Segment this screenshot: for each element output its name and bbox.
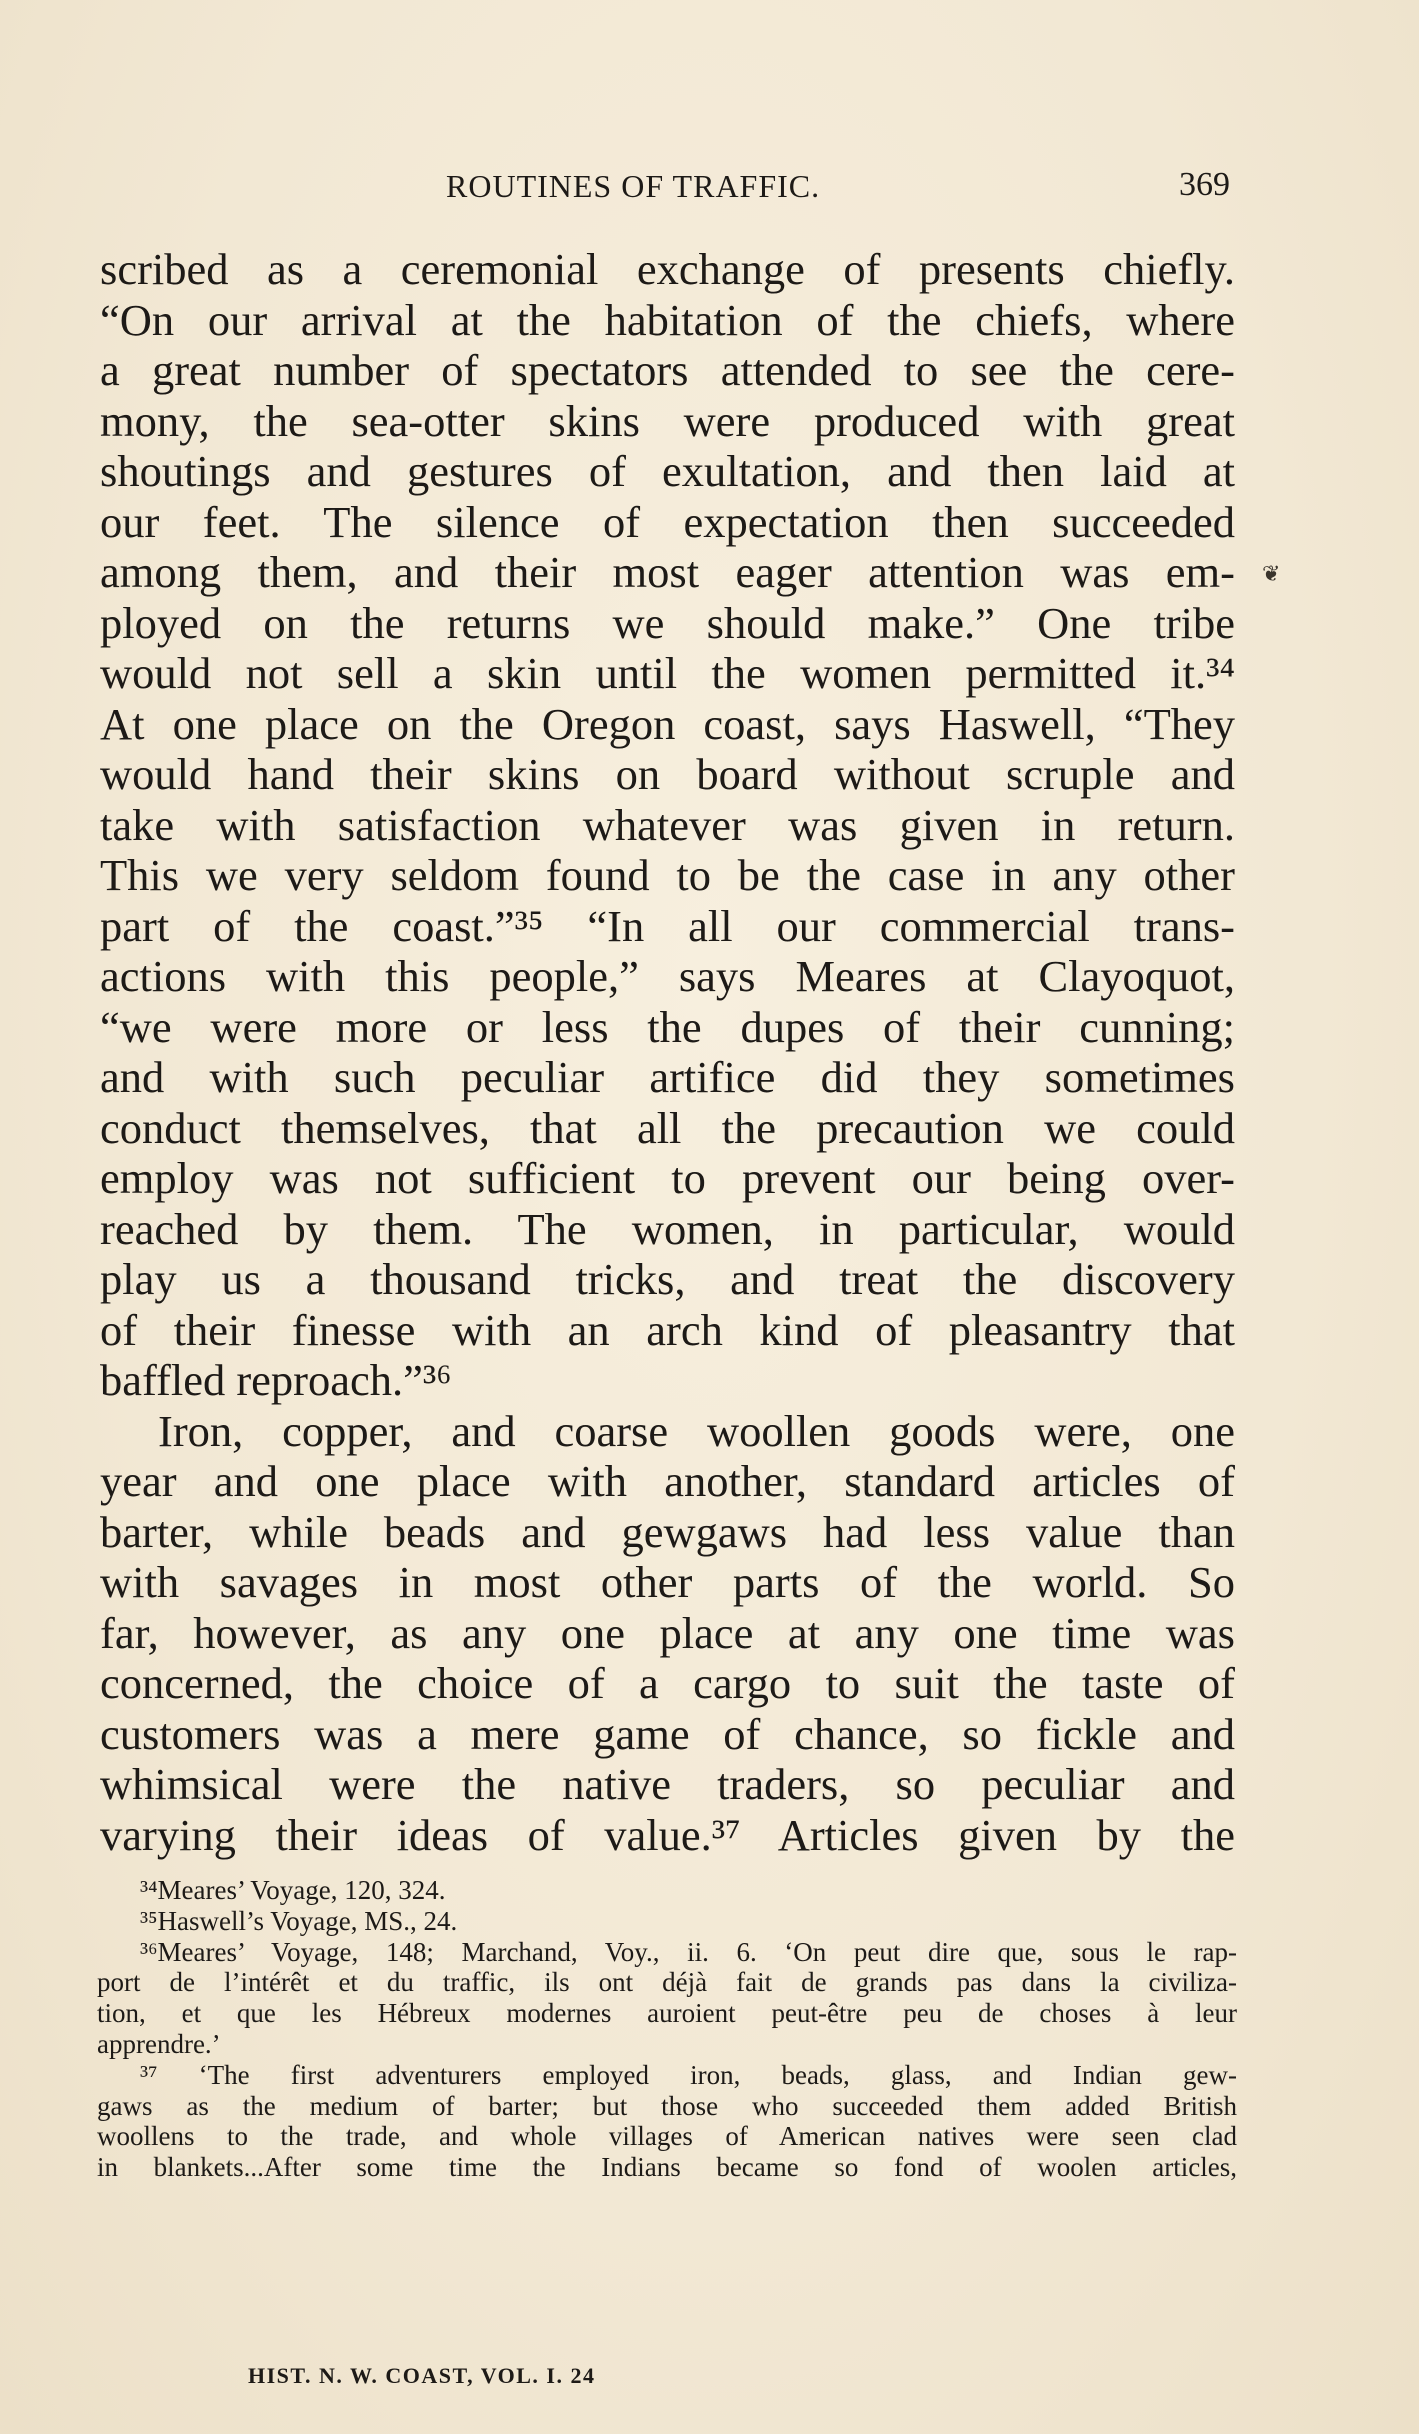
body-line: This we very seldom found to be the case in any other <box>100 850 1235 900</box>
body-line: take with satisfaction whatever was given in return. <box>100 799 1235 850</box>
footnote-line: ³⁵Haswell’s Voyage, MS., 24. <box>140 1905 458 1936</box>
body-line: a great number of spectators attended to see the cere- <box>100 345 1235 395</box>
body-line: ployed on the returns we should make.” One tribe <box>100 597 1235 648</box>
body-line: concerned, the choice of a cargo to suit the taste of <box>100 1658 1235 1708</box>
body-line: far, however, as any one place at any one time was <box>100 1607 1235 1658</box>
footnotes <box>97 1875 1237 2183</box>
footnote-line: ³⁶Meares’ Voyage, 148; Marchand, Voy., ii. 6. ‘On peut dire que, sous le rap- <box>140 1936 1237 1967</box>
body-text <box>100 244 1235 1860</box>
body-line: reached by them. The women, in particular, would <box>100 1203 1235 1254</box>
footnote-line: port de l’intérêt et du traffic, ils ont déjà fait de grands pas dans la civiliza- <box>97 1967 1237 1998</box>
body-line: “On our arrival at the habitation of the chiefs, where <box>100 294 1235 345</box>
page-number: 369 <box>1179 166 1230 203</box>
body-line: among them, and their most eager attention was em- <box>100 547 1235 597</box>
footnote-line: apprendre.’ <box>97 2028 221 2059</box>
body-line: mony, the sea-otter skins were produced with great <box>100 395 1235 446</box>
body-line: baffled reproach.”³⁶ <box>100 1355 452 1405</box>
body-line: scribed as a ceremonial exchange of presents chiefly. <box>100 244 1235 294</box>
body-line: year and one place with another, standard articles of <box>100 1456 1235 1506</box>
body-line: customers was a mere game of chance, so fickle and <box>100 1708 1235 1759</box>
signature-mark: HIST. N. W. COAST, VOL. I. 24 <box>248 2363 596 2388</box>
body-line: part of the coast.”³⁵ “In all our commercial trans- <box>100 900 1235 951</box>
body-line: varying their ideas of value.³⁷ Articles given by the <box>100 1809 1235 1860</box>
body-line: whimsical were the native traders, so peculiar and <box>100 1759 1235 1809</box>
body-line: barter, while beads and gewgaws had less value than <box>100 1506 1235 1557</box>
footnote-line: ³⁴Meares’ Voyage, 120, 324. <box>140 1875 446 1905</box>
body-line: At one place on the Oregon coast, says Haswell, “They <box>100 698 1235 749</box>
body-line: our feet. The silence of expectation then succeeded <box>100 496 1235 547</box>
body-line: “we were more or less the dupes of their cunning; <box>100 1001 1235 1052</box>
body-line: would not sell a skin until the women permitted it.³⁴ <box>100 648 1235 698</box>
body-line: with savages in most other parts of the world. So <box>100 1557 1235 1607</box>
footnote-line: woollens to the trade, and whole villages of American natives were seen clad <box>97 2121 1237 2152</box>
running-header: ROUTINES OF TRAFFIC. <box>446 168 821 204</box>
footnote-line: in blankets...After some time the Indians became so fond of woolen articles, <box>97 2152 1237 2183</box>
body-line: play us a thousand tricks, and treat the discovery <box>100 1254 1235 1304</box>
body-line: of their finesse with an arch kind of pleasantry that <box>100 1304 1235 1355</box>
body-line: employ was not sufficient to prevent our being over- <box>100 1153 1235 1203</box>
body-line: would hand their skins on board without scruple and <box>100 749 1235 799</box>
body-line: and with such peculiar artifice did they sometimes <box>100 1052 1235 1102</box>
body-line: shoutings and gestures of exultation, and then laid at <box>100 446 1235 496</box>
footnote-line: tion, et que les Hébreux modernes auroient peut-être peu de choses à leur <box>97 1998 1237 2029</box>
margin-mark-icon: ❦ <box>1262 562 1281 587</box>
body-line: Iron, copper, and coarse woollen goods were, one <box>158 1405 1235 1456</box>
footnote-line: gaws as the medium of barter; but those who succeeded them added British <box>97 2090 1237 2121</box>
body-line: conduct themselves, that all the precaution we could <box>100 1102 1235 1153</box>
footnote-line: ³⁷ ‘The first adventurers employed iron, beads, glass, and Indian gew- <box>140 2059 1237 2090</box>
body-line: actions with this people,” says Meares at Clayoquot, <box>100 951 1235 1001</box>
